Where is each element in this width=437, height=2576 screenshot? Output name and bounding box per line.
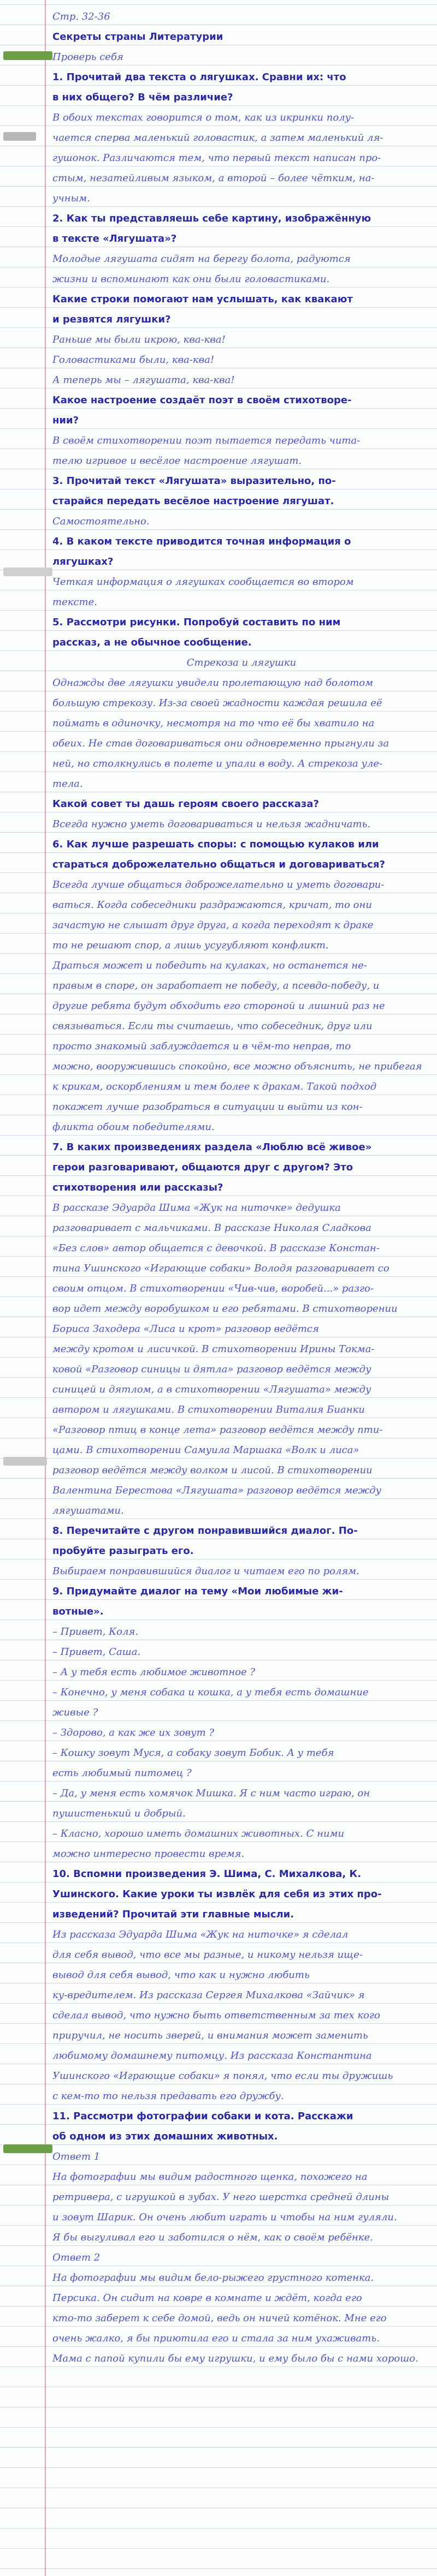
question-line: стихотворения или рассказы?	[52, 1182, 223, 1193]
answer-line: обеих. Не став договариваться они одновременно прыгнули за	[52, 738, 389, 749]
answer-line: Четкая информация о лягушках сообщается во втором	[52, 576, 354, 588]
answer-line: жизни и вспоминают как они были головастиками.	[52, 273, 330, 285]
answer-line: В обоих текстах говорится о том, как из икринки полу-	[52, 112, 355, 123]
answer-line: тина Ушинского «Играющие собаки» Володя разговаривает со	[52, 1263, 389, 1274]
question-line: 4. В каком тексте приводится точная информация о	[52, 536, 351, 547]
answer-line: Бориса Заходера «Лиса и крот» разговор ведётся	[52, 1323, 319, 1335]
answer-line: – Класно, хорошо иметь домашних животных. С ними	[52, 1828, 345, 1839]
answer-line: ковой «Разговор синицы и дятла» разговор ведётся между	[52, 1364, 371, 1375]
answer-line: можно, вооружившись спокойно, все можно объяснить, не прибегая	[52, 1061, 422, 1072]
answer-line: поймать в одиночку, несмотря на то что её бы хватило на	[52, 718, 375, 729]
question-line: 8. Перечитайте с другом понравившийся диалог. По-	[52, 1525, 358, 1537]
question-line: 11. Рассмотри фотографии собаки и кота. Расскажи	[52, 2111, 353, 2122]
answer-line: Выбираем понравившийся диалог и читаем его по ролям.	[52, 1565, 359, 1577]
green-marker	[3, 2144, 52, 2153]
question-line: 7. В каких произведениях раздела «Люблю всё живое»	[52, 1141, 372, 1153]
answer-line: «Без слов» автор общается с девочкой. В рассказе Констан-	[52, 1242, 380, 1254]
answer-line: – Кошку зовут Муся, а собаку зовут Бобик. А у тебя	[52, 1747, 334, 1759]
question-line: герои разговаривают, общаются друг с другом? Это	[52, 1162, 353, 1173]
answer-line: «Разговор птиц в конце лета» разговор ведётся между пти-	[52, 1424, 383, 1436]
answer-line: между кротом и лисичкой. В стихотворении Ирины Токма-	[52, 1343, 375, 1355]
answer-line: ваться. Когда собеседники раздражаются, кричат, то они	[52, 899, 372, 911]
answer-line: ку-вредителем. Из рассказа Сергея Михалкова «Зайчик» я	[52, 1989, 365, 2001]
question-line: Какое настроение создаёт поэт в своём стихотворе-	[52, 395, 352, 406]
question-line: 1. Прочитай два текста о лягушках. Сравни их: что	[52, 71, 346, 83]
answer-line: с кем-то то нельзя предавать его дружбу.	[52, 2090, 284, 2102]
answer-line: – А у тебя есть любимое животное ?	[52, 1666, 256, 1678]
question-line: нии?	[52, 415, 79, 426]
answer-line: есть любимый питомец ?	[52, 1767, 192, 1779]
answer-line: Драться может и победить на кулаках, но останется не-	[52, 960, 367, 971]
answer-line: к крикам, оскорблениям и тем более к дракам. Такой подход	[52, 1081, 377, 1092]
page-subtitle: Проверь себя	[52, 51, 123, 63]
answer-line: Мама с папой купили бы ему игрушки, и ему было бы с нами хорошо.	[52, 2353, 418, 2364]
answer-line: сделал вывод, что нужно быть ответственным за тех кого	[52, 2010, 380, 2021]
question-line: стараться доброжелательно общаться и договариваться?	[52, 859, 385, 870]
answer-line: На фотографии мы видим радостного щенка, похожего на	[52, 2171, 368, 2183]
notebook-margin-line	[45, 0, 46, 2576]
answer-line: пушистенький и добрый.	[52, 1808, 186, 1819]
answer-line: – Привет, Коля.	[52, 1626, 139, 1637]
question-line: в них общего? В чём различие?	[52, 92, 233, 103]
answer-line: стым, незатейливым языком, а второй – более чётким, на-	[52, 172, 375, 184]
answer-line: автором и лягушками. В стихотворении Виталия Бианки	[52, 1404, 365, 1415]
answer-line: то не решают спор, а лишь усугубляют конфликт.	[52, 940, 329, 951]
answer-line: большую стрекозу. Из-за своей жадности каждая решила её	[52, 697, 382, 709]
question-line: Какие строки помогают нам услышать, как квакают	[52, 294, 353, 305]
question-line: и резвятся лягушки?	[52, 314, 171, 325]
answer-line: Молодые лягушата сидят на берегу болота, радуются	[52, 253, 351, 265]
green-marker	[3, 51, 52, 60]
answer-line: разговаривает с мальчиками. В рассказе Николая Сладкова	[52, 1222, 371, 1234]
question-line: старайся передать весёлое настроение лягушат.	[52, 495, 334, 507]
answer-line: – Да, у меня есть хомячок Мишка. Я с ним часто играю, он	[52, 1788, 370, 1799]
answer-line: просто знакомый заблуждается и в чём-то неправ, то	[52, 1041, 351, 1052]
answer-line: зачастую не слышат друг друга, а когда переходят к драке	[52, 919, 374, 931]
page-title: Секреты страны Литературии	[52, 31, 223, 43]
question-line: 5. Рассмотри рисунки. Попробуй составить по ним	[52, 617, 341, 628]
answer-line: синицей и дятлом, а в стихотворении «Лягушата» между	[52, 1384, 371, 1395]
answer-line: Всегда нужно уметь договариваться и нельзя жадничать.	[52, 818, 371, 830]
answer-line: своим отцом. В стихотворении «Чив-чив, воробей...» разго-	[52, 1283, 374, 1294]
answer-line: покажет лучше разобраться в ситуации и выйти из кон-	[52, 1101, 363, 1113]
answer-line: вор идет между воробушком и его ребятами. В стихотворении	[52, 1303, 398, 1314]
answer-line: учным.	[52, 193, 90, 204]
question-line: Ушинского. Какие уроки ты извлёк для себя из этих про-	[52, 1888, 382, 1900]
question-line: вотные».	[52, 1606, 104, 1617]
answer-line: Ответ 2	[52, 2252, 101, 2263]
answer-line: Самостоятельно.	[52, 516, 150, 527]
answer-line: Я бы выгуливал его и заботился о нём, как о своём ребёнке.	[52, 2232, 374, 2243]
answer-line: разговор ведётся между волком и лисой. В стихотворении	[52, 1465, 373, 1476]
answer-line: Раньше мы были икрою, ква-ква!	[52, 334, 226, 345]
homework-page	[52, 7, 430, 2369]
question-line: 9. Придумайте диалог на тему «Мои любимые жи-	[52, 1586, 343, 1597]
answer-line: приручил, не носить зверей, и внимания может заменить	[52, 2030, 368, 2041]
question-line: изведений? Прочитай эти главные мысли.	[52, 1909, 294, 1920]
answer-line: телю игривое и весёлое настроение лягушат.	[52, 455, 302, 467]
answer-line: чается сперва маленький головастик, а затем маленький ля-	[52, 132, 383, 144]
answer-line: цами. В стихотворении Самуила Маршака «Волк и лиса»	[52, 1444, 359, 1456]
answer-line: – Конечно, у меня собака и кошка, а у тебя есть домашние	[52, 1687, 369, 1698]
question-line: об одном из этих домашних животных.	[52, 2131, 278, 2142]
answer-line: – Здорово, а как же их зовут ?	[52, 1727, 215, 1738]
answer-line: фликта обоим победителями.	[52, 1121, 215, 1133]
answer-line: можно интересно провести время.	[52, 1848, 245, 1860]
question-line: 10. Вспомни произведения Э. Шима, С. Михалкова, К.	[52, 1868, 362, 1880]
answer-line: Валентина Берестова «Лягушата» разговор ведётся между	[52, 1485, 382, 1496]
page-range: Стр. 32-36	[52, 11, 110, 22]
answer-line: правым в споре, он заработает не победу, а псевдо-победу, и	[52, 980, 380, 991]
answer-line: – Привет, Саша.	[52, 1646, 141, 1658]
question-line: 2. Как ты представляешь себе картину, изображённую	[52, 213, 371, 224]
answer-line: связываться. Если ты считаешь, что собеседник, друг или	[52, 1020, 373, 1032]
answer-line: гушонок. Различаются тем, что первый текст написан про-	[52, 152, 381, 164]
answer-line: Ушинского «Играющие собаки» я понял, что если ты дружишь	[52, 2070, 393, 2082]
answer-line: Персика. Он сидит на ковре в комнате и ждёт, когда его	[52, 2292, 362, 2304]
answer-line: Однажды две лягушки увидели пролетающую над болотом	[52, 677, 374, 689]
answer-line: очень жалко, я бы приютила его и стала за ним ухаживать.	[52, 2333, 380, 2344]
question-line: 3. Прочитай текст «Лягушата» выразительно, по-	[52, 475, 336, 487]
answer-line: На фотографии мы видим бело-рыжего грустного котенка.	[52, 2272, 374, 2284]
answer-line: Из рассказа Эдуарда Шима «Жук на ниточке» я сделал	[52, 1929, 349, 1940]
answer-line: ней, но столкнулись в полете и упали в воду. А стрекоза уле-	[52, 758, 383, 769]
answer-line: тела.	[52, 778, 83, 790]
question-line: пробуйте разыграть его.	[52, 1545, 194, 1557]
answer-line: и зовут Шарик. Он очень любит играть и чтобы на ним гуляли.	[52, 2212, 397, 2223]
gray-marker	[3, 132, 36, 141]
answer-line: для себя вывод, что все мы разные, и никому нельзя ище-	[52, 1949, 363, 1961]
answer-line: тексте.	[52, 596, 97, 608]
question-line: 6. Как лучше разрешать споры: с помощью кулаков или	[52, 839, 379, 850]
answer-line: другие ребята будут обходить его стороной и лишний раз не	[52, 1000, 385, 1012]
gray-marker	[3, 1457, 47, 1466]
answer-line: любимому домашнему питомцу. Из рассказа Константина	[52, 2050, 372, 2061]
answer-line: ретривера, с игрушкой в зубах. У него шерстка средней длины	[52, 2191, 389, 2203]
question-line: в тексте «Лягушата»?	[52, 233, 177, 244]
answer-line: Ответ 1	[52, 2151, 101, 2162]
question-line: лягушках?	[52, 556, 114, 567]
answer-line: живые ?	[52, 1707, 98, 1718]
answer-line: В рассказе Эдуарда Шима «Жук на ниточке» дедушка	[52, 1202, 341, 1214]
answer-line: В своём стихотворении поэт пытается передать чита-	[52, 435, 361, 446]
answer-line: Всегда лучше общаться доброжелательно и уметь договари-	[52, 879, 385, 890]
answer-line: А теперь мы – лягушата, ква-ква!	[52, 374, 235, 386]
question-line: Какой совет ты дашь героям своего рассказа?	[52, 798, 319, 810]
question-line: рассказ, а не обычное сообщение.	[52, 637, 252, 648]
answer-line: Стрекоза и лягушки	[186, 657, 297, 668]
answer-line: кто-то заберет к себе домой, ведь он ничей котёнок. Мне его	[52, 2312, 387, 2324]
answer-line: вывод для себя вывод, что как и нужно любить	[52, 1969, 310, 1981]
gray-marker	[3, 567, 52, 576]
answer-line: лягушатами.	[52, 1505, 124, 1516]
answers-body	[52, 67, 430, 2369]
answer-line: Головастиками были, ква-ква!	[52, 354, 215, 366]
